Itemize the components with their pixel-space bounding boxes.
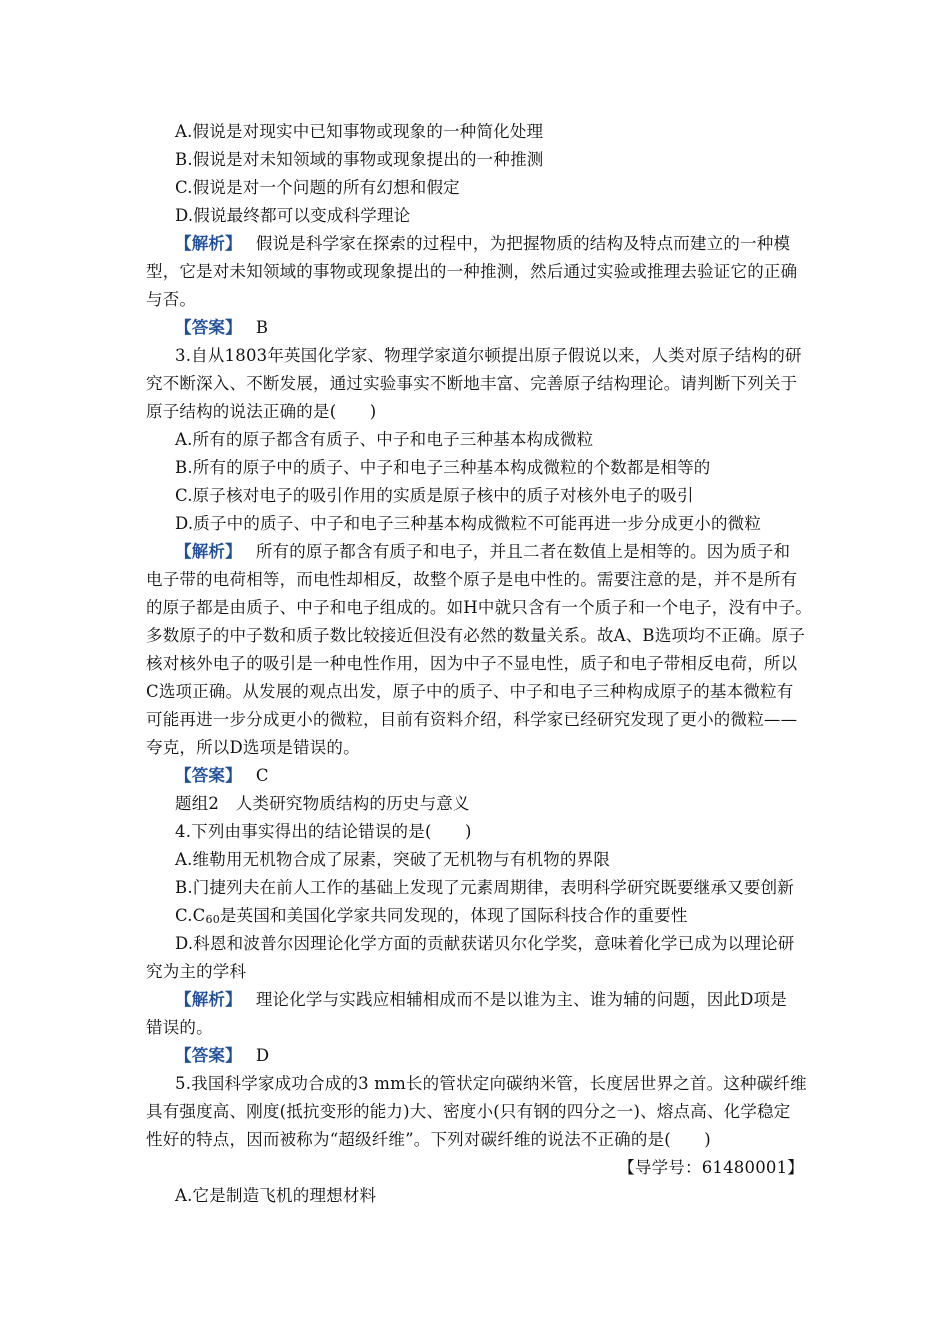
q3-analysis-line: 的原子都是由质子、中子和电子组成的。如H中就只含有一个质子和一个电子，没有中子。: [146, 598, 812, 617]
guide-number: 【导学号：61480001】: [618, 1158, 804, 1177]
analysis-tag: 【解析】: [175, 234, 242, 253]
q3-option-d: D.质子中的质子、中子和电子三种基本构成微粒不可能再进一步分成更小的微粒: [175, 514, 762, 533]
q2-option-c: C.假说是对一个问题的所有幻想和假定: [175, 178, 460, 197]
analysis-tag: 【解析】: [175, 542, 242, 561]
q3-option-c: C.原子核对电子的吸引作用的实质是原子核中的质子对核外电子的吸引: [175, 486, 694, 505]
q3-analysis-line: 电子带的电荷相等，而电性却相反，故整个原子是电中性的。需要注意的是，并不是所有: [146, 570, 798, 589]
q4-analysis-line: [175, 986, 787, 1014]
q4-option-d: D.科恩和波普尔因理论化学方面的贡献获诺贝尔化学奖，意味着化学已成为以理论研: [175, 934, 795, 953]
q2-option-b: B.假说是对未知领域的事物或现象提出的一种推测: [175, 150, 544, 169]
option-c-subscript: 60: [205, 913, 220, 926]
analysis-text: 理论化学与实践应相辅相成而不是以谁为主、谁为辅的问题，因此D项是: [255, 990, 787, 1009]
q4-option-a: A.维勒用无机物合成了尿素，突破了无机物与有机物的界限: [175, 850, 611, 869]
q5-stem-line: 性好的特点，因而被称为“超级纤维”。下列对碳纤维的说法不正确的是( ): [146, 1130, 711, 1149]
q3-analysis-line: 可能再进一步分成更小的微粒，目前有资料介绍，科学家已经研究发现了更小的微粒——: [146, 710, 798, 729]
q2-analysis-line: 与否。: [146, 290, 197, 309]
q5-option-a: A.它是制造飞机的理想材料: [175, 1186, 377, 1205]
q3-stem-line: 究不断深入、不断发展，通过实验事实不断地丰富、完善原子结构理论。请判断下列关于: [146, 374, 798, 393]
q2-answer-line: [175, 314, 268, 342]
q5-stem-line: 具有强度高、刚度(抵抗变形的能力)大、密度小(只有钢的四分之一)、熔点高、化学稳定: [146, 1102, 791, 1121]
q4-option-d-cont: 究为主的学科: [146, 962, 247, 981]
analysis-tag: 【解析】: [175, 990, 242, 1009]
answer-tag: 【答案】: [175, 1046, 242, 1065]
q4-option-b: B.门捷列夫在前人工作的基础上发现了元素周期律，表明科学研究既要继承又要创新: [175, 878, 794, 897]
q2-option-d: D.假说最终都可以变成科学理论: [175, 206, 411, 225]
q3-answer-line: [175, 762, 269, 790]
answer-value: D: [255, 1046, 270, 1065]
answer-value: B: [255, 318, 269, 337]
answer-tag: 【答案】: [175, 318, 242, 337]
option-c-prefix: C.C: [175, 906, 206, 925]
answer-tag: 【答案】: [175, 766, 242, 785]
q4-stem: 4.下列由事实得出的结论错误的是( ): [175, 822, 472, 841]
q3-analysis-line: C选项正确。从发展的观点出发，原子中的质子、中子和电子三种构成原子的基本微粒有: [146, 682, 794, 701]
q3-option-a: A.所有的原子都含有质子、中子和电子三种基本构成微粒: [175, 430, 594, 449]
q3-option-b: B.所有的原子中的质子、中子和电子三种基本构成微粒的个数都是相等的: [175, 458, 711, 477]
q2-option-a: A.假说是对现实中已知事物或现象的一种简化处理: [175, 122, 544, 141]
q3-stem-line: 原子结构的说法正确的是( ): [146, 402, 377, 421]
q4-analysis-line: 错误的。: [146, 1018, 213, 1037]
q4-answer-line: [175, 1042, 269, 1070]
option-c-text: 是英国和美国化学家共同发现的，体现了国际科技合作的重要性: [219, 906, 688, 925]
analysis-text: 假说是科学家在探索的过程中，为把握物质的结构及特点而建立的一种模: [255, 234, 791, 253]
answer-value: C: [255, 766, 269, 785]
q3-analysis-line: 核对核外电子的吸引是一种电性作用，因为中子不显电性，质子和电子带相反电荷，所以: [146, 654, 798, 673]
group-title: 题组2 人类研究物质结构的历史与意义: [175, 794, 470, 813]
q3-analysis-line: 夸克，所以D选项是错误的。: [146, 738, 360, 757]
q3-stem-line: 3.自从1803年英国化学家、物理学家道尔顿提出原子假说以来，人类对原子结构的研: [175, 346, 802, 365]
q2-analysis-line: 型，它是对未知领域的事物或现象提出的一种推测，然后通过实验或推理去验证它的正确: [146, 262, 798, 281]
q5-stem-line: 5.我国科学家成功合成的3 mm长的管状定向碳纳米管，长度居世界之首。这种碳纤维: [175, 1074, 807, 1093]
analysis-text: 所有的原子都含有质子和电子，并且二者在数值上是相等的。因为质子和: [255, 542, 791, 561]
q3-analysis-line: 多数原子的中子数和质子数比较接近但没有必然的数量关系。故A、B选项均不正确。原子: [146, 626, 806, 645]
q2-analysis-line: [175, 230, 790, 258]
q3-analysis-line: [175, 538, 790, 566]
